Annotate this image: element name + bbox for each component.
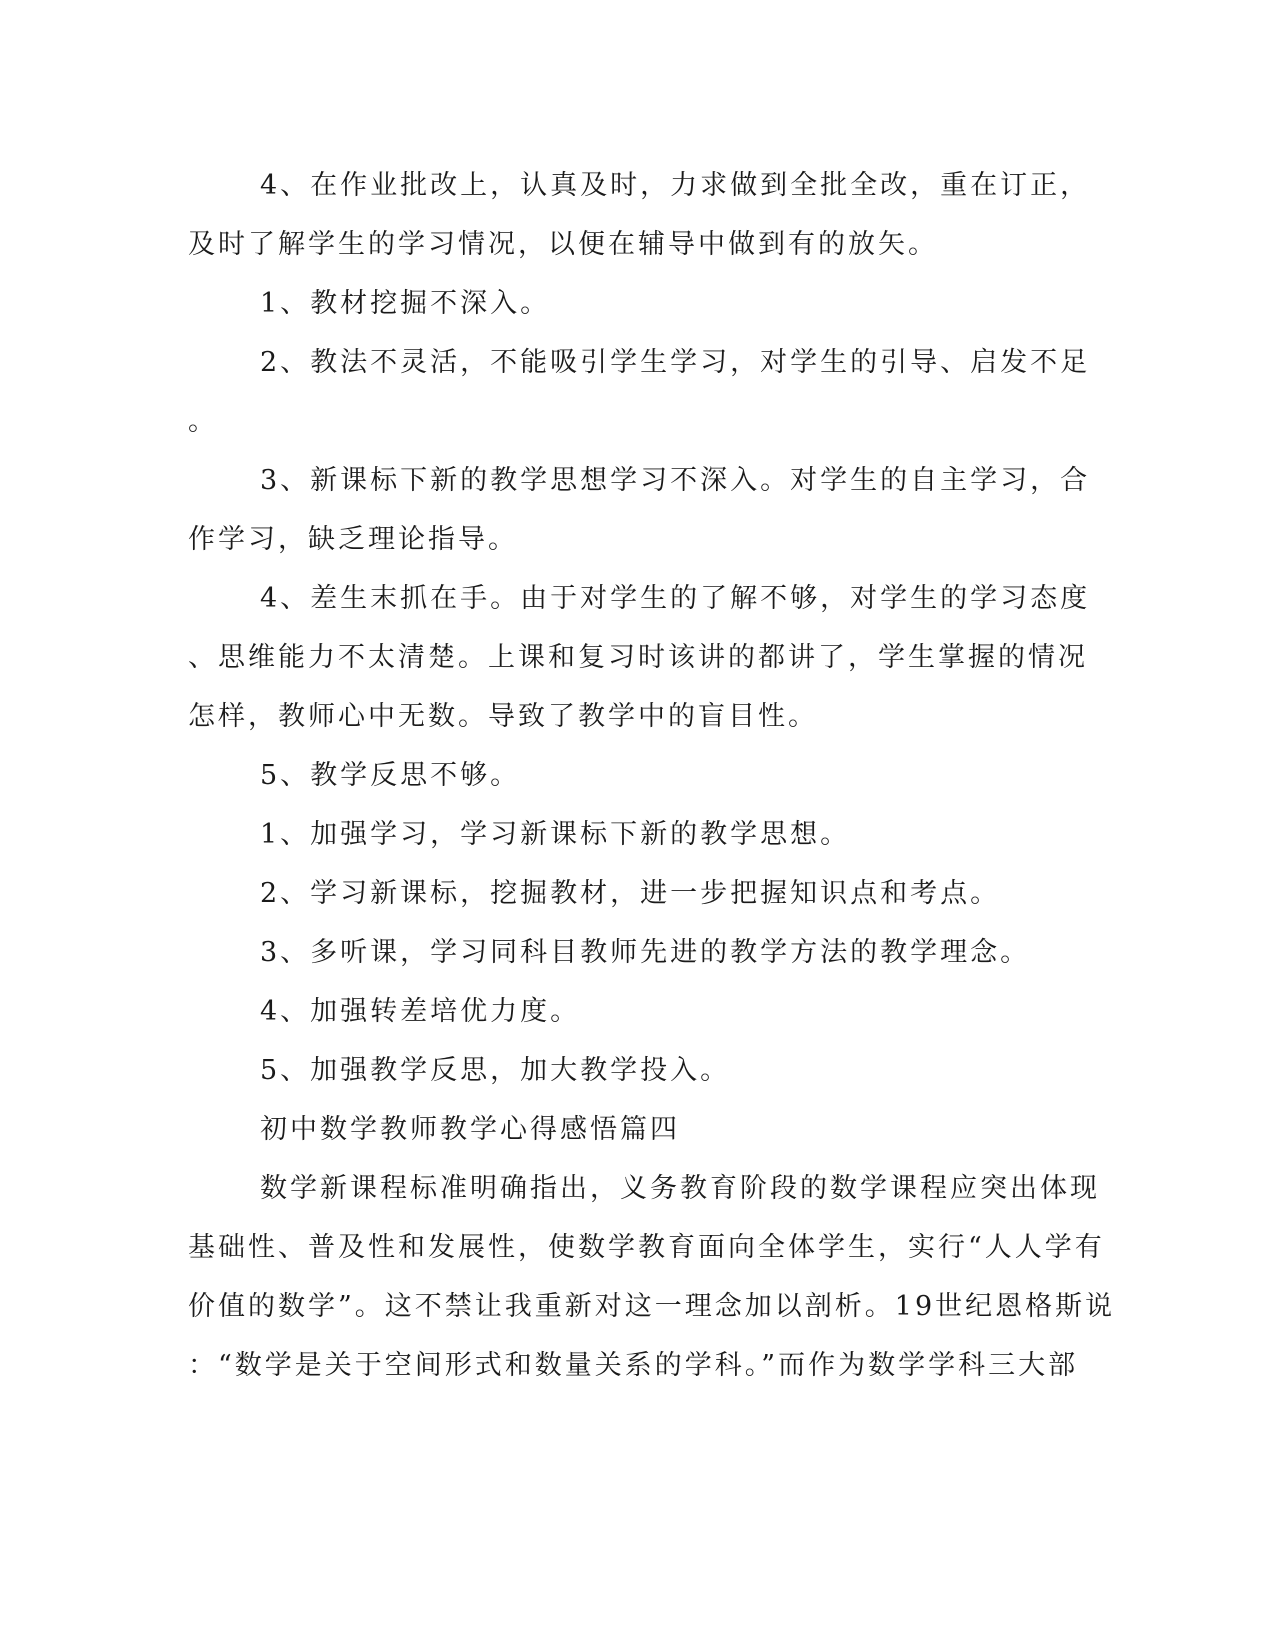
paragraph-line: 怎样，教师心中无数。导致了教学中的盲目性。 xyxy=(188,701,818,732)
paragraph-line: 4、在作业批改上，认真及时，力求做到全批全改，重在订正， xyxy=(260,170,1091,201)
paragraph-line: 、思维能力不太清楚。上课和复习时该讲的都讲了，学生掌握的情况 xyxy=(188,642,1088,673)
list-item: 5、教学反思不够。 xyxy=(260,760,521,791)
list-item: 3、多听课，学习同科目教师先进的教学方法的教学理念。 xyxy=(260,937,1031,968)
paragraph-line: 基础性、普及性和发展性，使数学教育面向全体学生，实行“人人学有 xyxy=(188,1232,1105,1263)
paragraph-line: 作学习，缺乏理论指导。 xyxy=(188,524,518,555)
paragraph-line: 。 xyxy=(188,406,218,437)
list-item: 1、教材挖掘不深入。 xyxy=(260,288,551,319)
list-item: 1、加强学习，学习新课标下新的教学思想。 xyxy=(260,819,851,850)
list-item: 5、加强教学反思，加大教学投入。 xyxy=(260,1055,731,1086)
paragraph-line: 及时了解学生的学习情况，以便在辅导中做到有的放矢。 xyxy=(188,229,938,260)
paragraph-line: 价值的数学”。这不禁让我重新对这一理念加以剖析。19世纪恩格斯说 xyxy=(188,1291,1116,1322)
list-item: 4、差生末抓在手。由于对学生的了解不够，对学生的学习态度 xyxy=(260,583,1091,614)
section-heading: 初中数学教师教学心得感悟篇四 xyxy=(260,1114,680,1145)
list-item: 2、教法不灵活，不能吸引学生学习，对学生的引导、启发不足 xyxy=(260,347,1091,378)
paragraph-line: 数学新课程标准明确指出，义务教育阶段的数学课程应突出体现 xyxy=(260,1173,1100,1204)
list-item: 4、加强转差培优力度。 xyxy=(260,996,581,1027)
list-item: 3、新课标下新的教学思想学习不深入。对学生的自主学习，合 xyxy=(260,465,1091,496)
paragraph-line: ：“数学是关于空间形式和数量关系的学科。”而作为数学学科三大部 xyxy=(188,1350,1079,1381)
list-item: 2、学习新课标，挖掘教材，进一步把握知识点和考点。 xyxy=(260,878,1001,909)
